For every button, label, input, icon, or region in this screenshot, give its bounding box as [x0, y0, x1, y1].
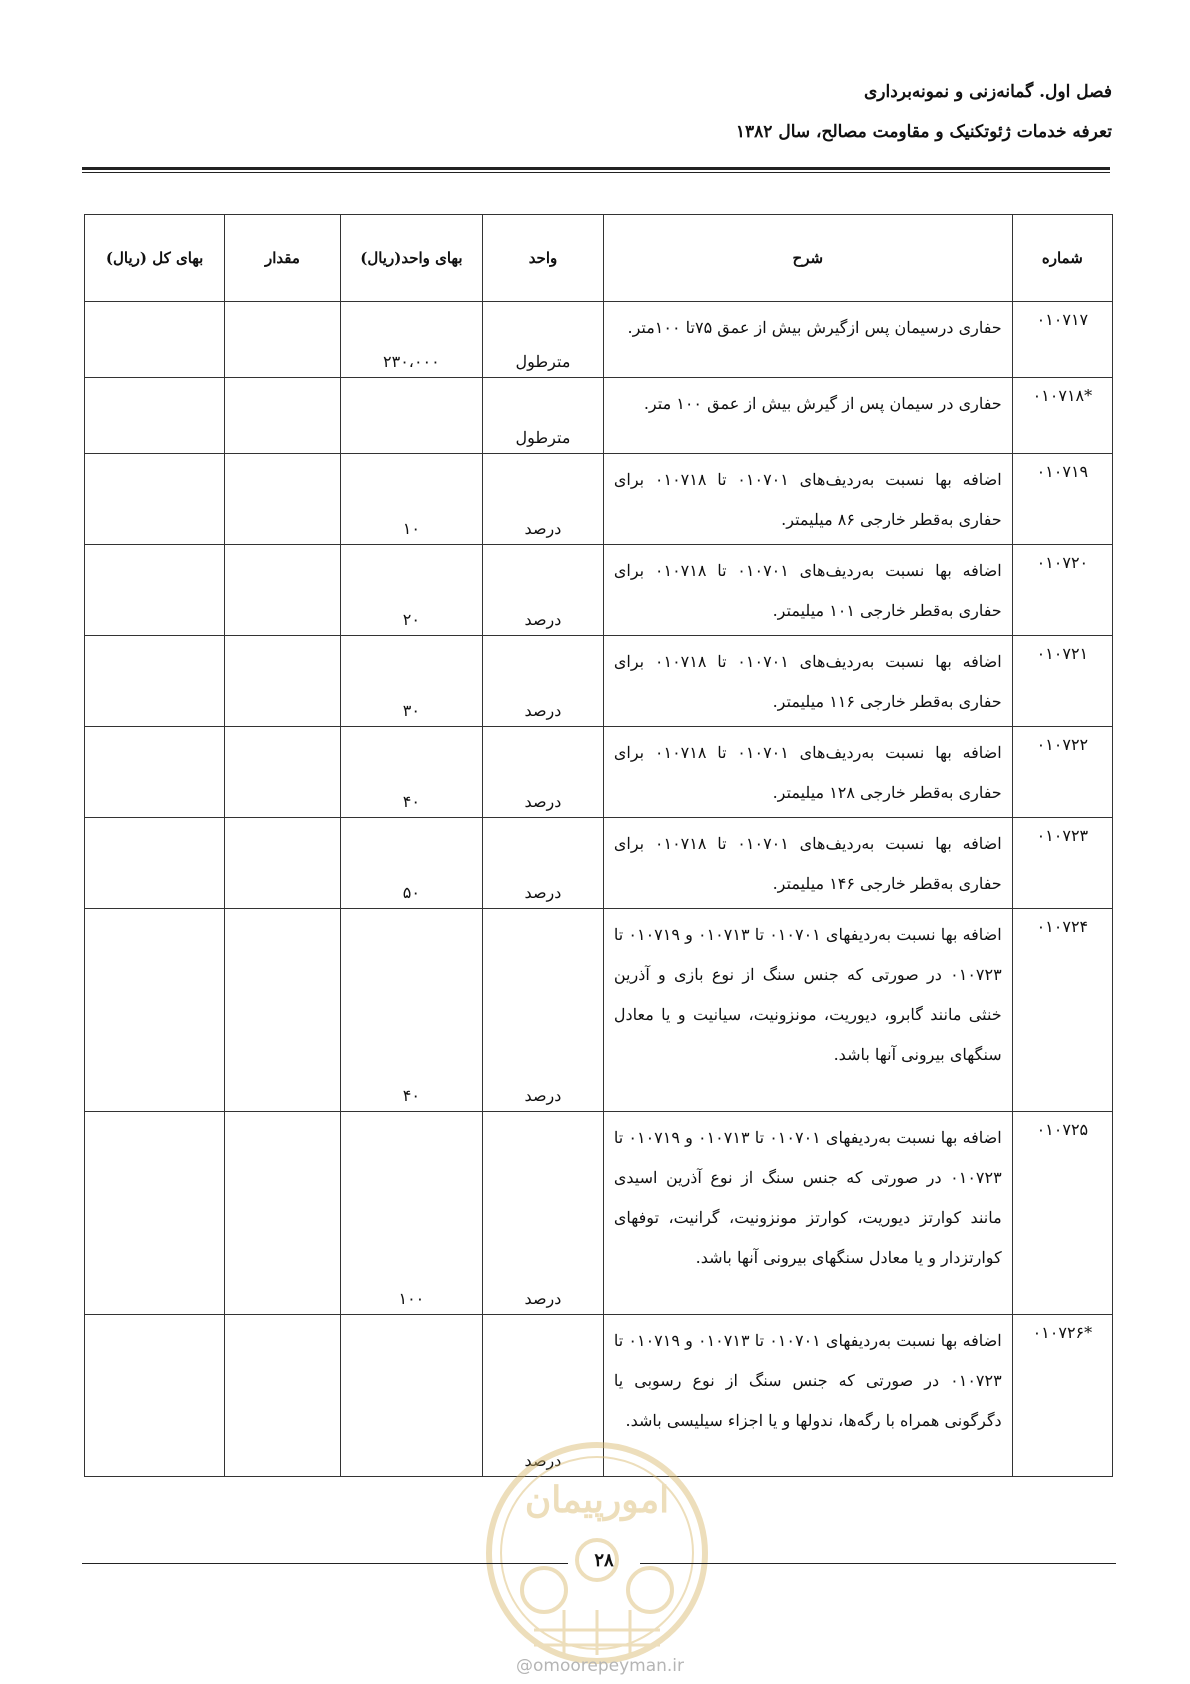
row-unit-price [340, 378, 482, 454]
row-unit: درصد [483, 636, 604, 727]
row-description: حفاری درسیمان پس ازگیرش بیش از عمق ۷۵تا ۱۰۰متر. [603, 302, 1012, 378]
document-title: تعرفه خدمات ژئوتکنیک و مقاومت مصالح، سال ۱۳۸۲ [735, 122, 1112, 142]
row-total [85, 636, 225, 727]
table-row [85, 1112, 1113, 1315]
table-row [85, 727, 1113, 818]
row-quantity [225, 727, 340, 818]
row-quantity [225, 818, 340, 909]
row-description: اضافه بها نسبت به‌ردیفهای ۰۱۰۷۰۱ تا ۰۱۰۷۱۳ و ۰۱۰۷۱۹ تا ۰۱۰۷۲۳ در صورتی که جنس سنگ از نوع آذرین اسیدی مانند کوارتز دیوریت، کوارتز مونزونیت، گرانیت، توفهای کوارتزدار و یا معادل سنگهای بیرونی آنها باشد. [603, 1112, 1012, 1315]
row-number: ۰۱۰۷۲۲ [1012, 727, 1112, 818]
header-description: شرح [603, 215, 1012, 302]
row-total [85, 1315, 225, 1477]
row-unit: درصد [483, 818, 604, 909]
row-number: ۰۱۰۷۱۹ [1012, 454, 1112, 545]
row-number: ۰۱۰۷۲۰ [1012, 545, 1112, 636]
row-number: ۰۱۰۷۲۴ [1012, 909, 1112, 1112]
row-number: ۰۱۰۷۲۱ [1012, 636, 1112, 727]
row-total [85, 454, 225, 545]
row-unit: مترطول [483, 378, 604, 454]
row-description: اضافه بها نسبت به‌ردیفهای ۰۱۰۷۰۱ تا ۰۱۰۷۱۳ و ۰۱۰۷۱۹ تا ۰۱۰۷۲۳ در صورتی که جنس سنگ از نوع رسوبی یا دگرگونی همراه با رگه‌ها، ندولها و یا اجزاء سیلیسی باشد. [603, 1315, 1012, 1477]
row-unit-price: ۱۰۰ [340, 1112, 482, 1315]
table-row [85, 302, 1113, 378]
header-rule-thin [82, 172, 1110, 173]
row-quantity [225, 545, 340, 636]
row-quantity [225, 454, 340, 545]
row-description: اضافه بها نسبت به‌ردیف‌های ۰۱۰۷۰۱ تا ۰۱۰۷۱۸ برای حفاری به‌قطر خارجی ۱۰۱ میلیمتر. [603, 545, 1012, 636]
row-quantity [225, 302, 340, 378]
header-total-price: بهای کل (ریال) [85, 215, 225, 302]
row-unit-price: ۵۰ [340, 818, 482, 909]
row-unit-price: ۴۰ [340, 909, 482, 1112]
row-total [85, 818, 225, 909]
table-row [85, 545, 1113, 636]
row-unit: درصد [483, 1112, 604, 1315]
row-quantity [225, 378, 340, 454]
row-description: اضافه بها نسبت به‌ردیف‌های ۰۱۰۷۰۱ تا ۰۱۰۷۱۸ برای حفاری به‌قطر خارجی ۱۲۸ میلیمتر. [603, 727, 1012, 818]
chapter-heading: فصل اول. گمانه‌زنی و نمونه‌برداری [864, 82, 1112, 102]
row-unit-price: ۲۳۰،۰۰۰ [340, 302, 482, 378]
row-unit-price: ۴۰ [340, 727, 482, 818]
row-unit: درصد [483, 909, 604, 1112]
table-row [85, 454, 1113, 545]
footer-rule-right [640, 1563, 1116, 1564]
row-unit: مترطول [483, 302, 604, 378]
row-unit: درصد [483, 454, 604, 545]
row-unit-price [340, 1315, 482, 1477]
table-row [85, 818, 1113, 909]
row-total [85, 1112, 225, 1315]
footer-rule-left [82, 1563, 568, 1564]
header-quantity: مقدار [225, 215, 340, 302]
row-quantity [225, 909, 340, 1112]
row-quantity [225, 636, 340, 727]
row-total [85, 302, 225, 378]
row-unit: درصد [483, 1315, 604, 1477]
header-unit: واحد [483, 215, 604, 302]
row-description: اضافه بها نسبت به‌ردیف‌های ۰۱۰۷۰۱ تا ۰۱۰۷۱۸ برای حفاری به‌قطر خارجی ۱۱۶ میلیمتر. [603, 636, 1012, 727]
row-total [85, 545, 225, 636]
table-row [85, 909, 1113, 1112]
row-unit: درصد [483, 727, 604, 818]
website-watermark: @omoorepeyman.ir [515, 1656, 685, 1676]
row-total [85, 727, 225, 818]
header-unit-price: بهای واحد(ریال) [340, 215, 482, 302]
row-unit: درصد [483, 545, 604, 636]
row-unit-price: ۱۰ [340, 454, 482, 545]
page-number: ۲۸ [594, 1550, 614, 1571]
row-unit-price: ۳۰ [340, 636, 482, 727]
header-number: شماره [1012, 215, 1112, 302]
row-total [85, 909, 225, 1112]
row-description: اضافه بها نسبت به‌ردیف‌های ۰۱۰۷۰۱ تا ۰۱۰۷۱۸ برای حفاری به‌قطر خارجی ۸۶ میلیمتر. [603, 454, 1012, 545]
row-number: ۰۱۰۷۱۷ [1012, 302, 1112, 378]
row-number: ۰۱۰۷۲۵ [1012, 1112, 1112, 1315]
row-number: ۰۱۰۷۲۳ [1012, 818, 1112, 909]
row-description: حفاری در سیمان پس از گیرش بیش از عمق ۱۰۰ متر. [603, 378, 1012, 454]
row-quantity [225, 1112, 340, 1315]
row-description: اضافه بها نسبت به‌ردیف‌های ۰۱۰۷۰۱ تا ۰۱۰۷۱۸ برای حفاری به‌قطر خارجی ۱۴۶ میلیمتر. [603, 818, 1012, 909]
row-unit-price: ۲۰ [340, 545, 482, 636]
header-rule-thick [82, 167, 1110, 170]
row-number: *۰۱۰۷۲۶ [1012, 1315, 1112, 1477]
svg-text:امورپیمان: امورپیمان [524, 1479, 670, 1521]
row-number: *۰۱۰۷۱۸ [1012, 378, 1112, 454]
row-description: اضافه بها نسبت به‌ردیفهای ۰۱۰۷۰۱ تا ۰۱۰۷۱۳ و ۰۱۰۷۱۹ تا ۰۱۰۷۲۳ در صورتی که جنس سنگ از نوع بازی و آذرین خنثی مانند گابرو، دیوریت، مونزونیت، سیانیت و یا معادل سنگهای بیرونی آنها باشد. [603, 909, 1012, 1112]
table-header-row [85, 215, 1113, 302]
table-row [85, 636, 1113, 727]
tariff-table [84, 214, 1113, 1477]
row-total [85, 378, 225, 454]
row-quantity [225, 1315, 340, 1477]
table-row [85, 378, 1113, 454]
